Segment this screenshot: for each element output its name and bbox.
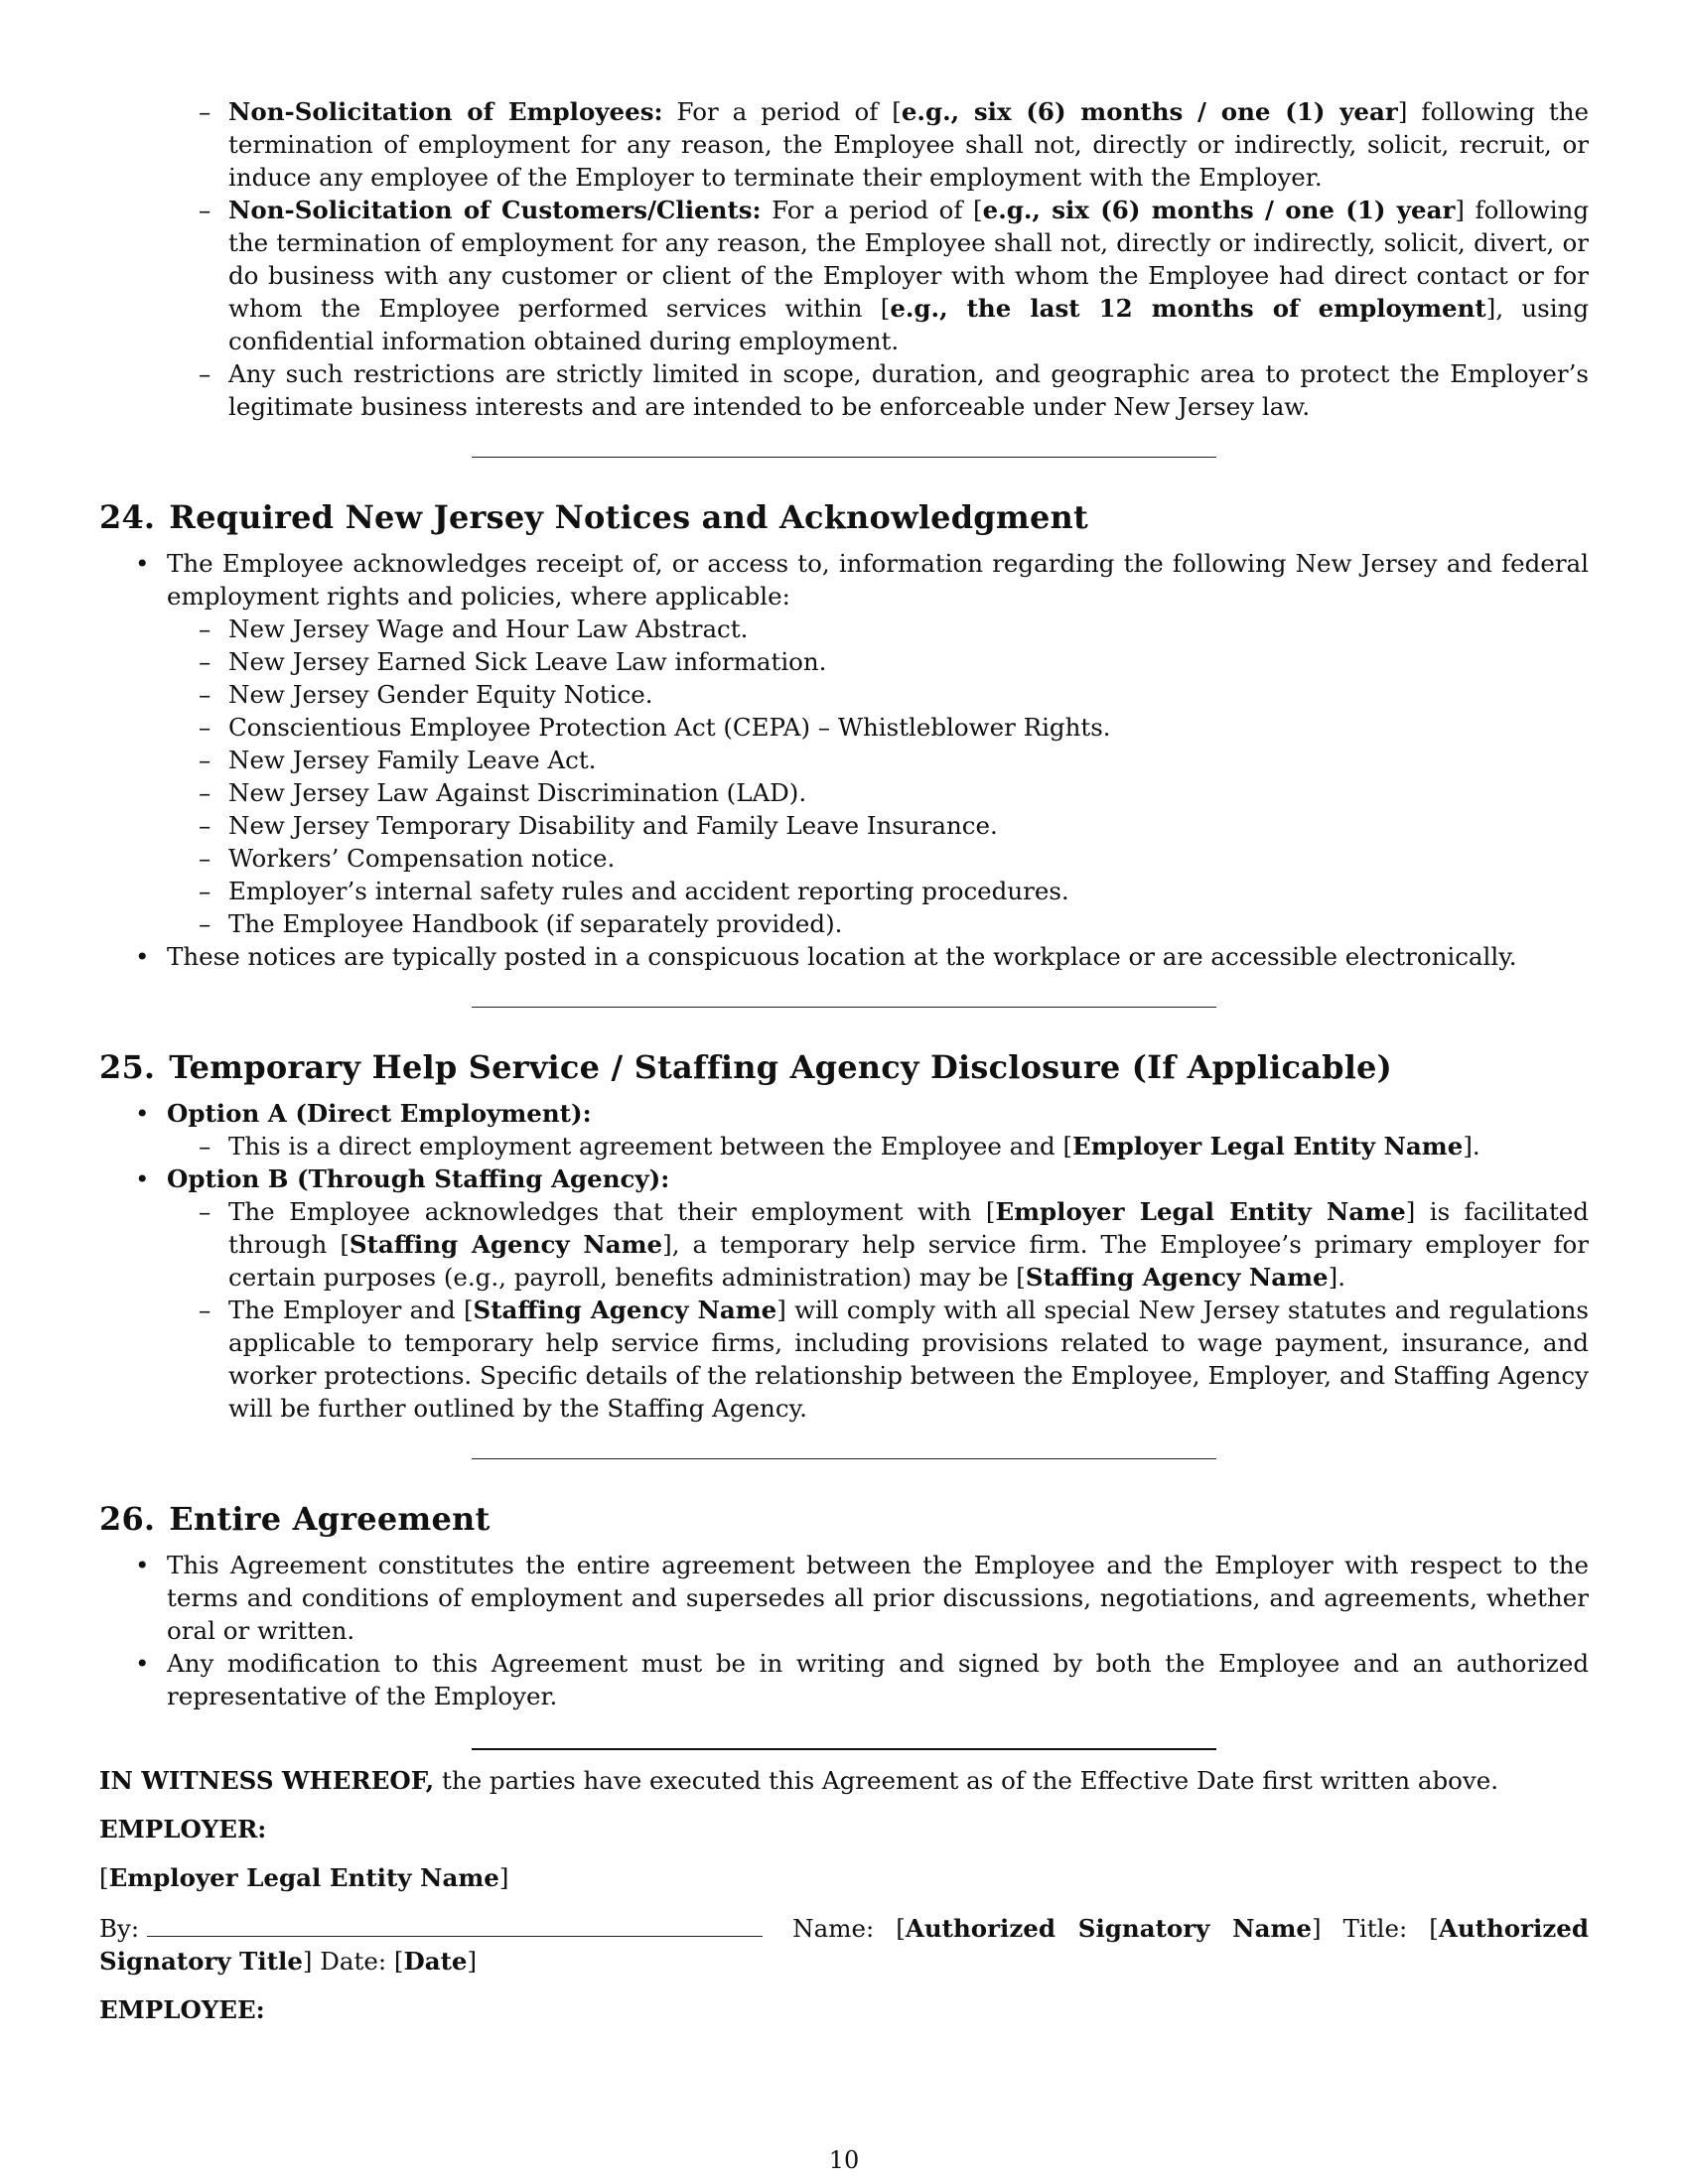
section-25-heading: 25. Temporary Help Service / Staffing Agency Disclosure (If Applicable): [99, 1048, 1392, 1086]
list-item: • This Agreement constitutes the entire agreement between the Employee and the Employer with respect to the terms and conditions of employment and supersedes all prior discussions, negotiations, and agreements, whether oral or written.: [167, 1549, 1589, 1647]
section-26-heading: 26. Entire Agreement: [99, 1500, 491, 1538]
notice-item: – The Employee Handbook (if separately provided).: [228, 907, 1589, 940]
signature-line: By: Name: [Authorized Signatory Name] Title: [Authorized Signatory Title] Date: [Date]: [99, 1910, 1589, 1978]
notice-item: – Employer’s internal safety rules and accident reporting procedures.: [228, 875, 1589, 907]
employee-label: EMPLOYEE:: [99, 1995, 265, 2024]
document-page: [99, 95, 1589, 2026]
notice-item: – New Jersey Temporary Disability and Family Leave Insurance.: [228, 809, 1589, 842]
option-b: • Option B (Through Staffing Agency): – The Employee acknowledges that their employment with [Employer Legal Entity Name] is facilitated through [Staffing Agency Name], a temporary help service firm. The Employee’s primary employer for certain purposes (e.g., payroll, benefits administration) may be [Staffing Agency Name]. – The Employer and [Staffing Agency Name] will comply with all special New Jersey statutes and regulations applicable to temporary help service firms, including provisions related to wage payment, insurance, and worker protections. Specific details of the relationship between the Employee, Employer, and Staffing Agency will be further outlined by the Staffing Agency.: [167, 1162, 1589, 1425]
section-24-list: [99, 547, 1589, 973]
employer-label: EMPLOYER:: [99, 1815, 267, 1843]
section-26-list: [99, 1549, 1589, 1712]
employer-signature-field[interactable]: [147, 1910, 763, 1937]
page-number: 10: [828, 2146, 860, 2174]
notice-item: – Workers’ Compensation notice.: [228, 842, 1589, 875]
section-25-list: [99, 1097, 1589, 1425]
section-24-heading: 24. Required New Jersey Notices and Acknowledgment: [99, 498, 1088, 536]
continued-clause-list: [99, 95, 1589, 423]
notice-item: – New Jersey Earned Sick Leave Law information.: [228, 645, 1589, 678]
option-a-text: – This is a direct employment agreement between the Employee and [Employer Legal Entity Name].: [228, 1130, 1589, 1162]
section-24-intro: • The Employee acknowledges receipt of, or access to, information regarding the following New Jersey and federal employment rights and policies, where applicable: – New Jersey Wage and Hour Law Abstract. – New Jersey Earned Sick Leave Law information. – New Jersey Gender Equity Notice. – Conscientious Employee Protection Act (CEPA) – Whistleblower Rights. – New Jersey Family Leave Act. – New Jersey Law Against Discrimination (LAD). – New Jersey Temporary Disability and Family Leave Insurance. – Workers’ Compensation notice. – Employer’s internal safety rules and accident reporting procedures. – The Employee Handbook (if separately provided).: [167, 547, 1589, 940]
clause-restrictions-scope: – Any such restrictions are strictly limited in scope, duration, and geographic area to protect the Employer’s legitimate business interests and are intended to be enforceable under New Jersey law.: [228, 357, 1589, 423]
notice-item: – New Jersey Wage and Hour Law Abstract.: [228, 613, 1589, 645]
notice-item: – New Jersey Law Against Discrimination (LAD).: [228, 776, 1589, 809]
list-item: • Any modification to this Agreement must be in writing and signed by both the Employee and an authorized representative of the Employer.: [167, 1647, 1589, 1712]
clause-non-solicitation-customers: – Non-Solicitation of Customers/Clients: For a period of [e.g., six (6) months / one (1) year] following the termination of employment for any reason, the Employee shall not, directly or indirectly, solicit, divert, or do business with any customer or client of the Employer with whom the Employee had direct contact or for whom the Employee performed services within [e.g., the last 12 months of employment], using confidential information obtained during employment.: [228, 194, 1589, 357]
option-b-item-1: – The Employee acknowledges that their employment with [Employer Legal Entity Name] is facilitated through [Staffing Agency Name], a temporary help service firm. The Employee’s primary employer for certain purposes (e.g., payroll, benefits administration) may be [Staffing Agency Name].: [228, 1195, 1589, 1294]
notices-list: [167, 613, 1589, 940]
employer-entity: [Employer Legal Entity Name]: [99, 1863, 509, 1892]
notice-item: – New Jersey Gender Equity Notice.: [228, 678, 1589, 711]
option-b-item-2: – The Employer and [Staffing Agency Name] will comply with all special New Jersey statutes and regulations applicable to temporary help service firms, including provisions related to wage payment, insurance, and worker protections. Specific details of the relationship between the Employee, Employer, and Staffing Agency will be further outlined by the Staffing Agency.: [228, 1294, 1589, 1425]
section-24-closing: • These notices are typically posted in a conspicuous location at the workplace or are accessible electronically.: [167, 940, 1589, 973]
option-a: • Option A (Direct Employment): – This is a direct employment agreement between the Employee and [Employer Legal Entity Name].: [167, 1097, 1589, 1162]
witness-statement: IN WITNESS WHEREOF, the parties have executed this Agreement as of the Effective Date first written above.: [99, 1766, 1499, 1795]
notice-item: – Conscientious Employee Protection Act (CEPA) – Whistleblower Rights.: [228, 711, 1589, 744]
notice-item: – New Jersey Family Leave Act.: [228, 744, 1589, 776]
clause-non-solicitation-employees: – Non-Solicitation of Employees: For a period of [e.g., six (6) months / one (1) year] following the termination of employment for any reason, the Employee shall not, directly or indirectly, solicit, recruit, or induce any employee of the Employer to terminate their employment with the Employer.: [228, 95, 1589, 194]
